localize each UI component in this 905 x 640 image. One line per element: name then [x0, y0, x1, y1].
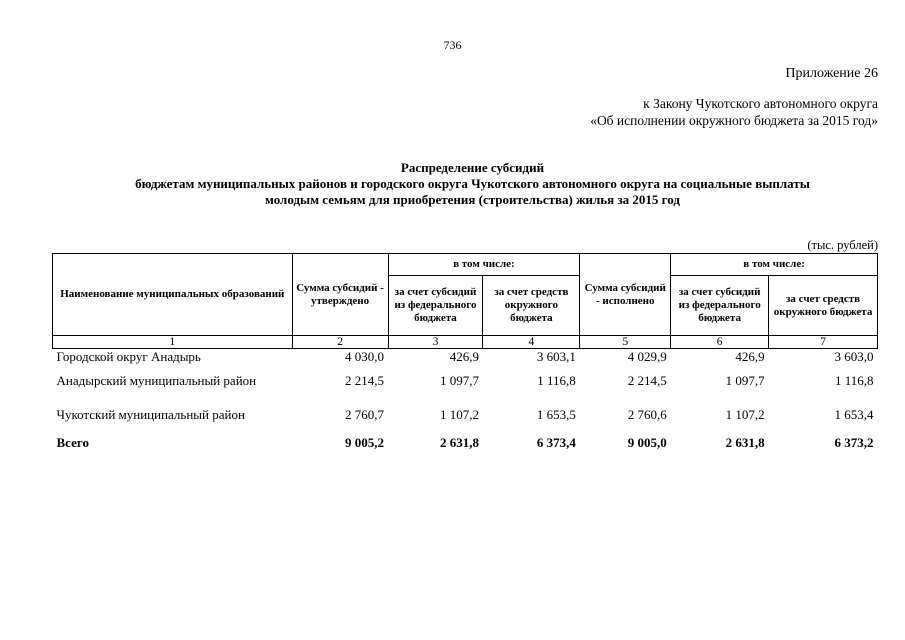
row-approved: 2 760,7 [345, 406, 385, 422]
row-approved-district: 3 603,1 [536, 349, 576, 364]
row-approved-federal: 1 097,7 [439, 372, 479, 388]
header-executed-district: за счет средств окружного бюджета [769, 276, 878, 336]
row-approved: 2 214,5 [345, 372, 385, 388]
total-row [53, 435, 878, 455]
row-name: Городской округ Анадырь [56, 349, 201, 364]
header-approved: Сумма субсидий - утверждено [292, 254, 388, 336]
column-number: 7 [769, 336, 878, 349]
total-executed: 9 005,0 [627, 434, 667, 450]
law-reference-line1: к Закону Чукотского автономного округа [643, 96, 878, 111]
total-executed-district: 6 373,2 [834, 434, 874, 450]
column-number: 6 [671, 336, 769, 349]
row-executed-district: 1 116,8 [834, 372, 874, 388]
law-reference [590, 95, 878, 129]
units-label: (тыс. рублей) [807, 238, 878, 252]
subsidy-table [52, 253, 878, 455]
total-approved-district: 6 373,4 [536, 434, 576, 450]
header-approved-federal: за счет субсидий из федерального бюджета [388, 276, 483, 336]
table-row [53, 349, 878, 373]
header-executed-federal: за счет субсидий из федерального бюджета [671, 276, 769, 336]
row-approved-federal: 426,9 [449, 349, 479, 364]
row-approved-federal: 1 107,2 [439, 406, 479, 422]
total-approved: 9 005,2 [345, 434, 385, 450]
row-executed-federal: 1 107,2 [725, 406, 765, 422]
appendix-label: Приложение 26 [785, 66, 878, 81]
row-executed-federal: 426,9 [735, 349, 765, 364]
row-executed: 2 214,5 [627, 372, 667, 388]
law-reference-line2: «Об исполнении окружного бюджета за 2015 год» [590, 113, 878, 128]
column-number: 3 [388, 336, 483, 349]
header-including-executed: в том числе: [671, 254, 878, 276]
row-executed: 2 760,6 [627, 406, 667, 422]
total-approved-federal: 2 631,8 [439, 434, 479, 450]
header-executed: Сумма субсидий - исполнено [580, 254, 671, 336]
row-executed-district: 1 653,4 [834, 406, 874, 422]
row-executed-district: 3 603,0 [834, 349, 874, 364]
row-approved-district: 1 116,8 [537, 372, 576, 388]
header-including-approved: в том числе: [388, 254, 580, 276]
table-row [53, 407, 878, 435]
page-number: 736 [443, 38, 462, 52]
table-row [53, 373, 878, 407]
document-title [40, 160, 905, 208]
row-executed-federal: 1 097,7 [725, 372, 765, 388]
header-approved-district: за счет средств окружного бюджета [483, 276, 580, 336]
total-name: Всего [56, 434, 89, 450]
row-name: Чукотский муниципальный район [56, 406, 245, 422]
title-line3: молодым семьям для приобретения (строительства) жилья за 2015 год [265, 192, 680, 207]
column-number: 2 [292, 336, 388, 349]
title-line1: Распределение субсидий [400, 160, 545, 175]
title-line2: бюджетам муниципальных районов и городского округа Чукотского автономного округа на социальные выплаты [135, 176, 810, 191]
column-number: 5 [580, 336, 671, 349]
row-executed: 4 029,9 [627, 349, 667, 364]
column-number: 1 [53, 336, 293, 349]
row-name: Анадырский муниципальный район [56, 372, 257, 388]
header-name: Наименование муниципальных образований [53, 254, 293, 336]
row-approved-district: 1 653,5 [536, 406, 576, 422]
column-number: 4 [483, 336, 580, 349]
row-approved: 4 030,0 [345, 349, 385, 364]
total-executed-federal: 2 631,8 [725, 434, 765, 450]
